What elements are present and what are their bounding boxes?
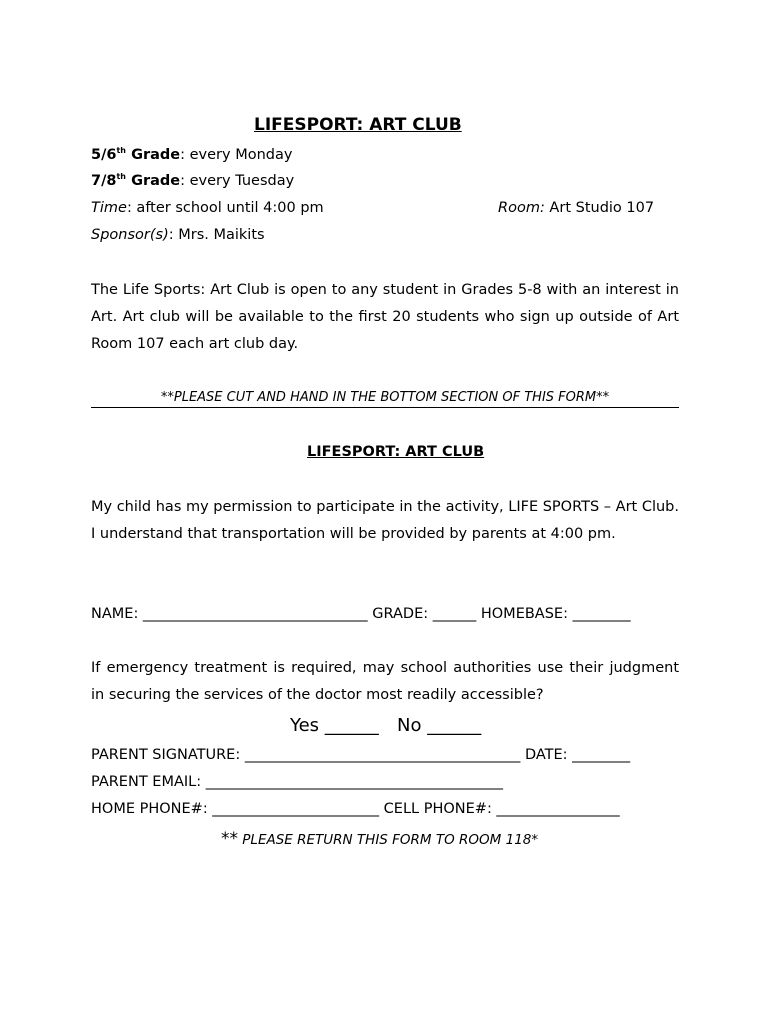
- name-grade-homebase-line: NAME: _______________________________ GRADE: ______ HOMEBASE: ________: [91, 606, 631, 622]
- return-stars: **: [221, 829, 238, 849]
- grade-56-value: : every Monday: [180, 147, 293, 163]
- room-value: Art Studio 107: [544, 200, 655, 216]
- grade-56-label: 5/6th Grade: [91, 146, 181, 163]
- emergency-paragraph: If emergency treatment is required, may school authorities use their judgment in securing the services of the doctor most readily accessible?: [91, 660, 679, 704]
- intro-paragraph: The Life Sports: Art Club is open to any student in Grades 5-8 with an interest in Art. Art club will be available to the first 20 students who sign up outside of Art Room 107 each art club day.: [91, 282, 679, 353]
- permission-paragraph: My child has my permission to participate in the activity, LIFE SPORTS – Art Club. I understand that transportation will be provided by parents at 4:00 pm.: [91, 499, 679, 543]
- form-title: LIFESPORT: ART CLUB: [307, 444, 485, 460]
- room-label: Room:: [498, 200, 545, 216]
- grade-78-value: : every Tuesday: [180, 173, 295, 189]
- sponsor-value: : Mrs. Maikits: [168, 227, 265, 243]
- return-text: PLEASE RETURN THIS FORM TO ROOM 118*: [238, 832, 539, 848]
- time-value: : after school until 4:00 pm: [126, 200, 324, 216]
- sponsor-info: [91, 227, 265, 243]
- room-info: [498, 200, 654, 216]
- sponsor-label: Sponsor(s): [91, 227, 169, 243]
- no-option: No ______: [397, 715, 482, 736]
- cut-instruction: **PLEASE CUT AND HAND IN THE BOTTOM SECTION OF THIS FORM**: [91, 389, 679, 408]
- yes-option: Yes ______: [290, 715, 379, 736]
- parent-email-line: PARENT EMAIL: _________________________________________: [91, 774, 503, 790]
- return-instruction: [221, 829, 538, 849]
- parent-signature-line: PARENT SIGNATURE: ______________________________________ DATE: ________: [91, 747, 631, 763]
- grade-56-schedule: [91, 147, 292, 163]
- grade-78-schedule: [91, 173, 294, 189]
- time-info: [91, 200, 324, 216]
- page-title: LIFESPORT: ART CLUB: [254, 115, 462, 135]
- grade-78-label: 7/8th Grade: [91, 172, 181, 189]
- phone-line: HOME PHONE#: _______________________ CELL PHONE#: _________________: [91, 801, 620, 817]
- time-label: Time: [91, 200, 127, 216]
